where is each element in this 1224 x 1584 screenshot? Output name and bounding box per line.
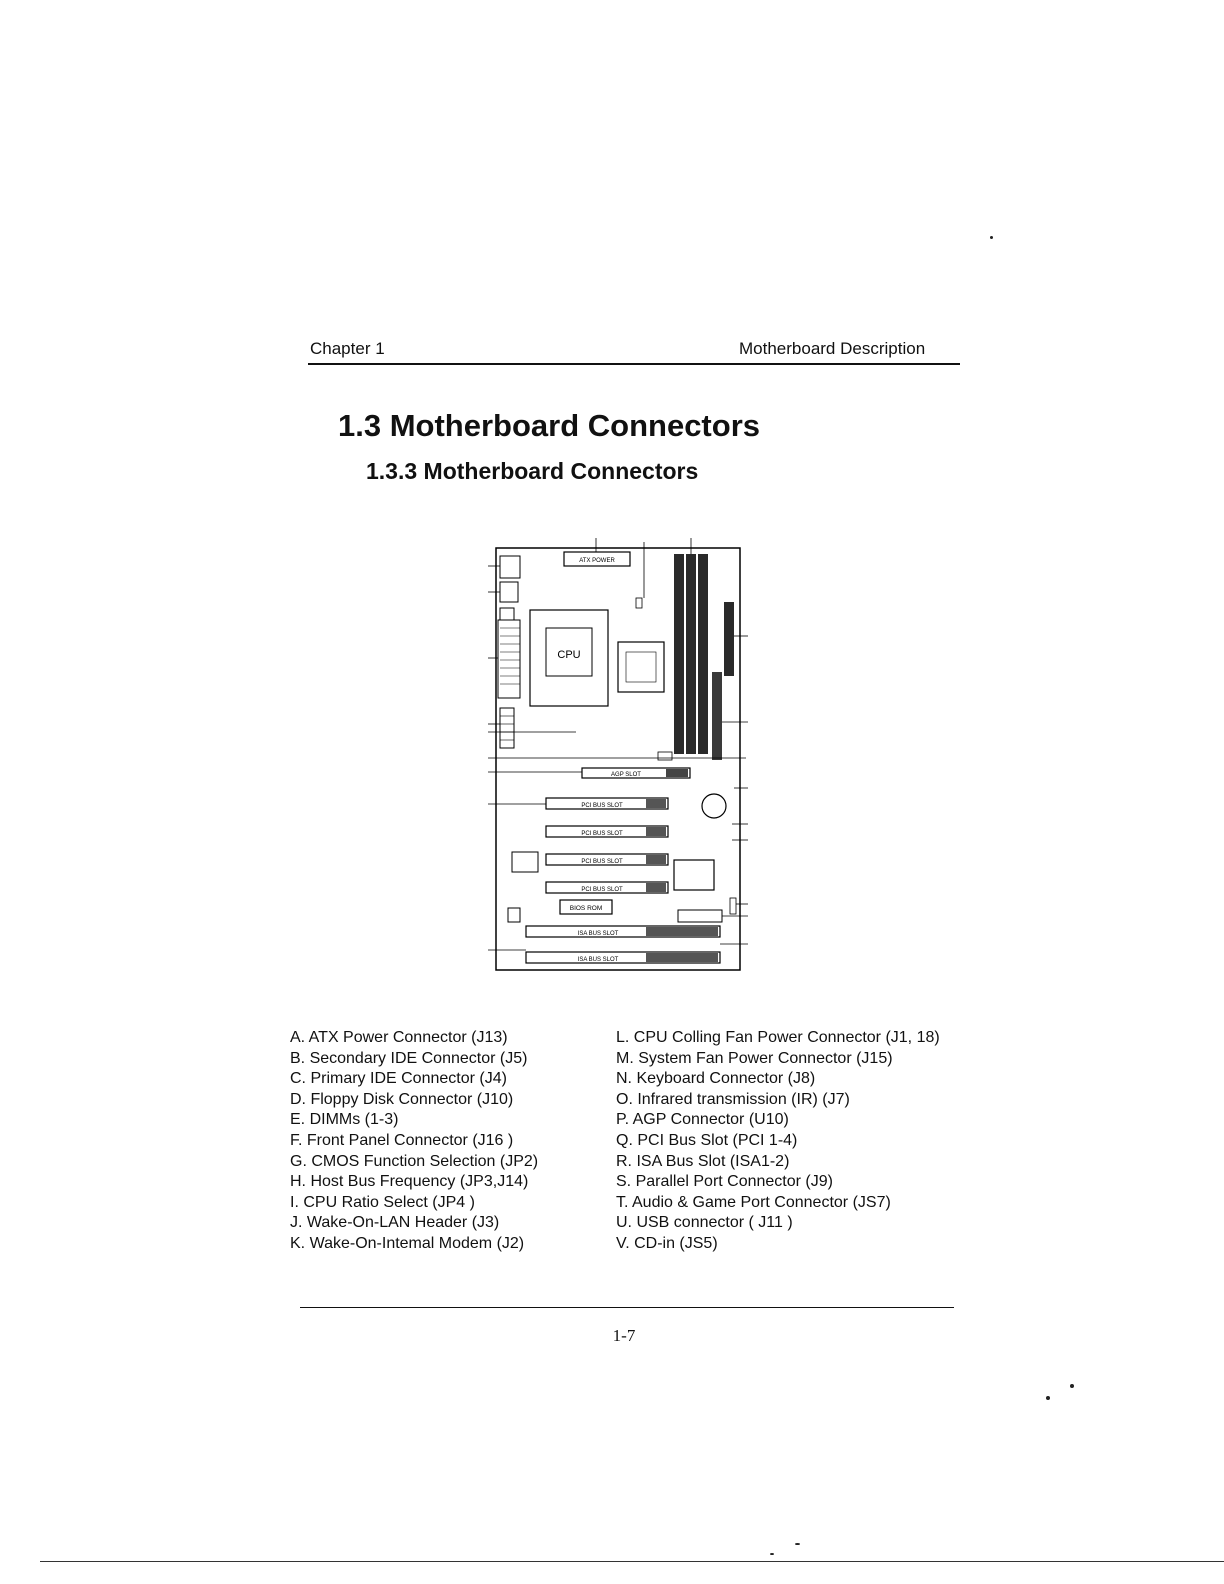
legend-item: O. Infrared transmission (IR) (J7) bbox=[616, 1090, 850, 1108]
legend-item: S. Parallel Port Connector (J9) bbox=[616, 1173, 833, 1191]
agp-slot-pins bbox=[666, 769, 688, 777]
south-bridge-chip bbox=[674, 860, 714, 890]
scan-speck bbox=[770, 1553, 774, 1555]
legend-item: G. CMOS Function Selection (JP2) bbox=[290, 1152, 539, 1170]
header-rule bbox=[308, 363, 960, 365]
dimm-slots bbox=[674, 554, 708, 754]
legend-item: A. ATX Power Connector (J13) bbox=[290, 1029, 508, 1046]
isa-slot-1-label: ISA BUS SLOT bbox=[577, 931, 619, 937]
wol-header bbox=[730, 898, 736, 914]
subsection-title: 1.3.3 Motherboard Connectors bbox=[366, 458, 699, 484]
legend-item: L. CPU Colling Fan Power Connector (J1, 18) bbox=[616, 1029, 940, 1046]
agp-slot-label: AGP SLOT bbox=[611, 772, 641, 778]
primary-ide-connector bbox=[724, 602, 734, 676]
footer-rule bbox=[300, 1307, 954, 1308]
legend-item: M. System Fan Power Connector (J15) bbox=[616, 1049, 893, 1067]
legend-item: P. AGP Connector (U10) bbox=[616, 1111, 789, 1129]
legend-item: U. USB connector ( J11 ) bbox=[616, 1214, 793, 1232]
legend-item: Q. PCI Bus Slot (PCI 1-4) bbox=[616, 1131, 798, 1149]
secondary-ide-connector bbox=[712, 672, 722, 760]
cmos-battery bbox=[702, 794, 726, 818]
running-header-chapter: Chapter 1 bbox=[310, 339, 385, 358]
front-panel-header bbox=[678, 910, 722, 922]
scan-speck bbox=[990, 236, 993, 239]
legend-item: F. Front Panel Connector (J16 ) bbox=[290, 1131, 514, 1149]
legend-item: C. Primary IDE Connector (J4) bbox=[290, 1070, 507, 1088]
legend-item: J. Wake-On-LAN Header (J3) bbox=[290, 1214, 500, 1232]
legend-item: D. Floppy Disk Connector (J10) bbox=[290, 1090, 514, 1108]
page-number: 1-7 bbox=[612, 1326, 636, 1345]
scan-speck bbox=[795, 1543, 800, 1545]
cpu-label: CPU bbox=[557, 649, 581, 661]
legend-item: N. Keyboard Connector (J8) bbox=[616, 1070, 816, 1088]
motherboard-diagram bbox=[486, 532, 754, 980]
pci-slot-1-label: PCI BUS SLOT bbox=[581, 803, 623, 809]
legend-item: R. ISA Bus Slot (ISA1-2) bbox=[616, 1152, 790, 1170]
scan-edge-line bbox=[40, 1561, 1224, 1562]
isa-slot-1-pins bbox=[646, 927, 718, 936]
legend-item: E. DIMMs (1-3) bbox=[290, 1111, 399, 1129]
jumper-jp bbox=[636, 598, 642, 608]
legend-item: T. Audio & Game Port Connector (JS7) bbox=[616, 1193, 891, 1211]
legend-list-left bbox=[290, 1028, 538, 1255]
isa-slot-2-pins bbox=[646, 953, 718, 962]
scan-speck bbox=[1070, 1384, 1074, 1388]
pci-slot-3-label: PCI BUS SLOT bbox=[581, 859, 623, 865]
pci-slot-2-label: PCI BUS SLOT bbox=[581, 831, 623, 837]
pci-slot-4-label: PCI BUS SLOT bbox=[581, 887, 623, 893]
scan-speck bbox=[1046, 1396, 1050, 1400]
bios-rom-label: BIOS ROM bbox=[569, 905, 603, 912]
isa-slot-2-label: ISA BUS SLOT bbox=[577, 957, 619, 963]
legend-item: I. CPU Ratio Select (JP4 ) bbox=[290, 1193, 475, 1211]
legend-item: V. CD-in (JS5) bbox=[616, 1234, 718, 1252]
section-title: 1.3 Motherboard Connectors bbox=[338, 408, 760, 443]
legend-item: K. Wake-On-Intemal Modem (J2) bbox=[290, 1234, 525, 1252]
atx-power-label: ATX POWER bbox=[579, 558, 615, 564]
north-bridge-chip bbox=[618, 642, 664, 692]
audio-chip bbox=[512, 852, 538, 872]
legend-list-right bbox=[616, 1028, 940, 1255]
legend-item: B. Secondary IDE Connector (J5) bbox=[290, 1049, 528, 1067]
running-header-section: Motherboard Description bbox=[739, 339, 926, 358]
legend-item: H. Host Bus Frequency (JP3,J14) bbox=[290, 1173, 529, 1191]
fan-header bbox=[658, 752, 672, 760]
buzzer bbox=[508, 908, 520, 922]
